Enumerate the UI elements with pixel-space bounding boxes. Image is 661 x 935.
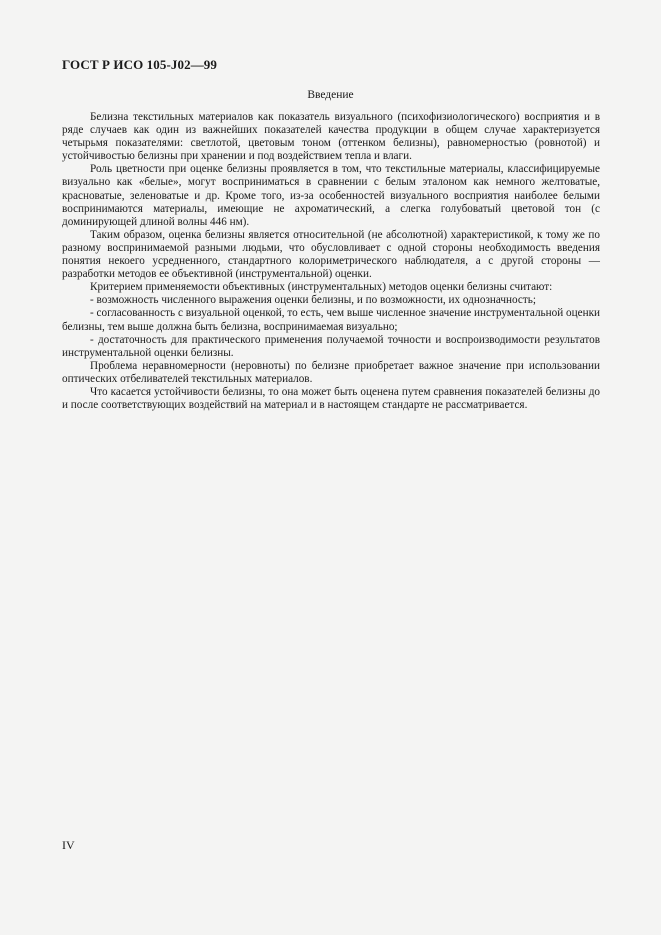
document-code: ГОСТ Р ИСО 105-J02—99 xyxy=(62,57,218,72)
paragraph: Роль цветности при оценке белизны проявляется в том, что текстильные материалы, классифицируемые визуально как «белые», могут восприниматься в сравнении с белым эталоном как немного желтоватые, красноватые, зеленоватые и др. Кроме того, из-за особенностей визуального восприятия наиболее белыми воспринимаются материалы, имеющие не ахроматический, а слегка голубоватый цветовой тон (с доминирующей длиной волны 446 нм). xyxy=(62,163,600,228)
list-item: - достаточность для практического применения получаемой точности и воспроизводимости результатов инструментальной оценки белизны. xyxy=(62,333,600,359)
page-number: IV xyxy=(62,838,75,852)
list-item: - согласованность с визуальной оценкой, то есть, чем выше численное значение инструментальной оценки белизны, тем выше должна быть белизна, воспринимаемая визуально; xyxy=(62,307,600,333)
paragraph: Критерием применяемости объективных (инструментальных) методов оценки белизны считают: xyxy=(90,281,553,294)
paragraph: Что касается устойчивости белизны, то она может быть оценена путем сравнения показателей белизны до и после соответствующих воздействий на материал и в настоящем стандарте не рассматривается. xyxy=(62,385,600,412)
paragraph: Таким образом, оценка белизны является относительной (не абсолютной) характеристикой, к тому же по разному воспринимаемой разными людьми, что обусловливает с одной стороны необходимость введения понятия некоего усредненного, стандартного колориметрического наблюдателя, а с другой стороны — разработки методов ее объективной (инструментальной) оценки. xyxy=(62,228,600,281)
section-title: Введение xyxy=(307,89,354,101)
body-text xyxy=(62,111,600,412)
paragraph: Белизна текстильных материалов как показатель визуального (психофизиологического) восприятия и в ряде случаев как один из важнейших показателей качества продукции в общем случае характеризуется четырьмя показателями: светлотой, цветовым тоном (оттенком белизны), равномерностью (ровнотой) и устойчивостью белизны при хранении и под воздействием тепла и влаги. xyxy=(62,111,600,163)
list-item: - возможность численного выражения оценки белизны, и по возможности, их однозначность; xyxy=(90,294,536,307)
paragraph: Проблема неравномерности (неровноты) по белизне приобретает важное значение при использовании оптических отбеливателей текстильных материалов. xyxy=(62,359,600,385)
